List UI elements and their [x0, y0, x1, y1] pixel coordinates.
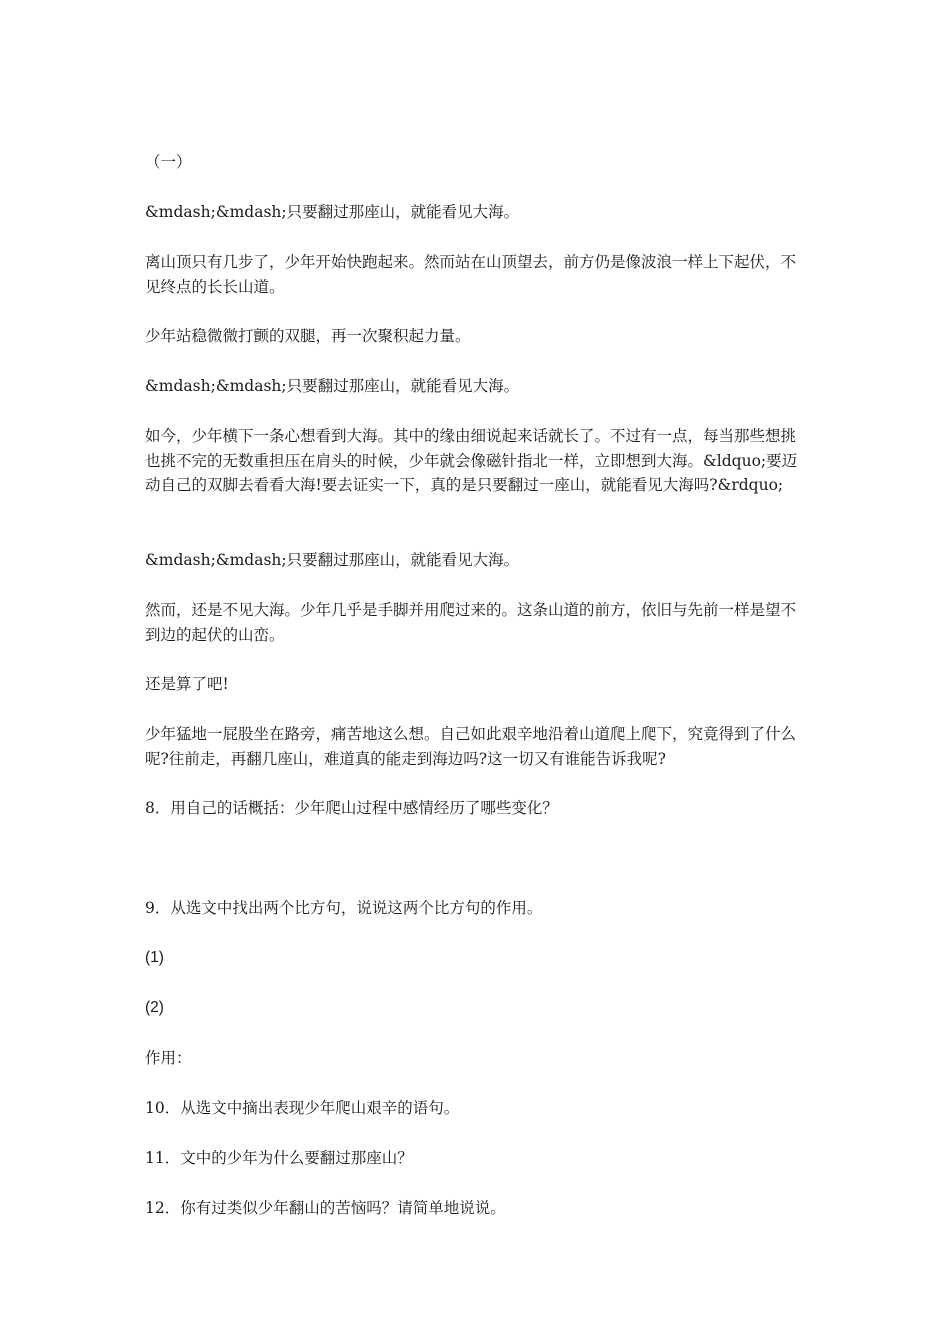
question-9-item-1: (1) [145, 949, 164, 966]
question-9: 9．从选文中找出两个比方句，说说这两个比方句的作用。 [145, 899, 543, 917]
question-9-effect: 作用： [145, 1049, 192, 1067]
paragraph-refrain-1: &mdash;&mdash;只要翻过那座山，就能看见大海。 [145, 203, 520, 221]
paragraph-4: 然而，还是不见大海。少年几乎是手脚并用爬过来的。这条山道的前方，依旧与先前一样是望不到边的起伏的山峦。 [145, 601, 797, 644]
question-9-item-2: (2) [145, 999, 164, 1016]
paragraph-6: 少年猛地一屁股坐在路旁，痛苦地这么想。自己如此艰辛地沿着山道爬上爬下，究竟得到了什么呢?往前走，再翻几座山，难道真的能走到海边吗?这一切又有谁能告诉我呢? [145, 725, 797, 768]
paragraph-1: 离山顶只有几步了，少年开始快跑起来。然而站在山顶望去，前方仍是像波浪一样上下起伏，不见终点的长长山道。 [145, 253, 797, 296]
paragraph-refrain-2: &mdash;&mdash;只要翻过那座山，就能看见大海。 [145, 377, 520, 395]
paragraph-refrain-3: &mdash;&mdash;只要翻过那座山，就能看见大海。 [145, 551, 520, 569]
section-heading: （一） [145, 153, 192, 171]
paragraph-5: 还是算了吧! [145, 675, 229, 693]
question-8: 8．用自己的话概括：少年爬山过程中感情经历了哪些变化？ [145, 799, 558, 817]
question-10: 10．从选文中摘出表现少年爬山艰辛的语句。 [145, 1099, 460, 1117]
question-12: 12．你有过类似少年翻山的苦恼吗？请简单地说说。 [145, 1199, 506, 1217]
paragraph-3: 如今，少年横下一条心想看到大海。其中的缘由细说起来话就长了。不过有一点，每当那些想挑也挑不完的无数重担压在肩头的时候，少年就会像磁针指北一样，立即想到大海。&ldquo;要迈动自己的双脚去看看大海!要去证实一下，真的是只要翻过一座山，就能看见大海吗?&rdquo; [145, 427, 798, 494]
paragraph-2: 少年站稳微微打颤的双腿，再一次聚积起力量。 [145, 327, 471, 345]
question-11: 11．文中的少年为什么要翻过那座山？ [145, 1149, 413, 1167]
